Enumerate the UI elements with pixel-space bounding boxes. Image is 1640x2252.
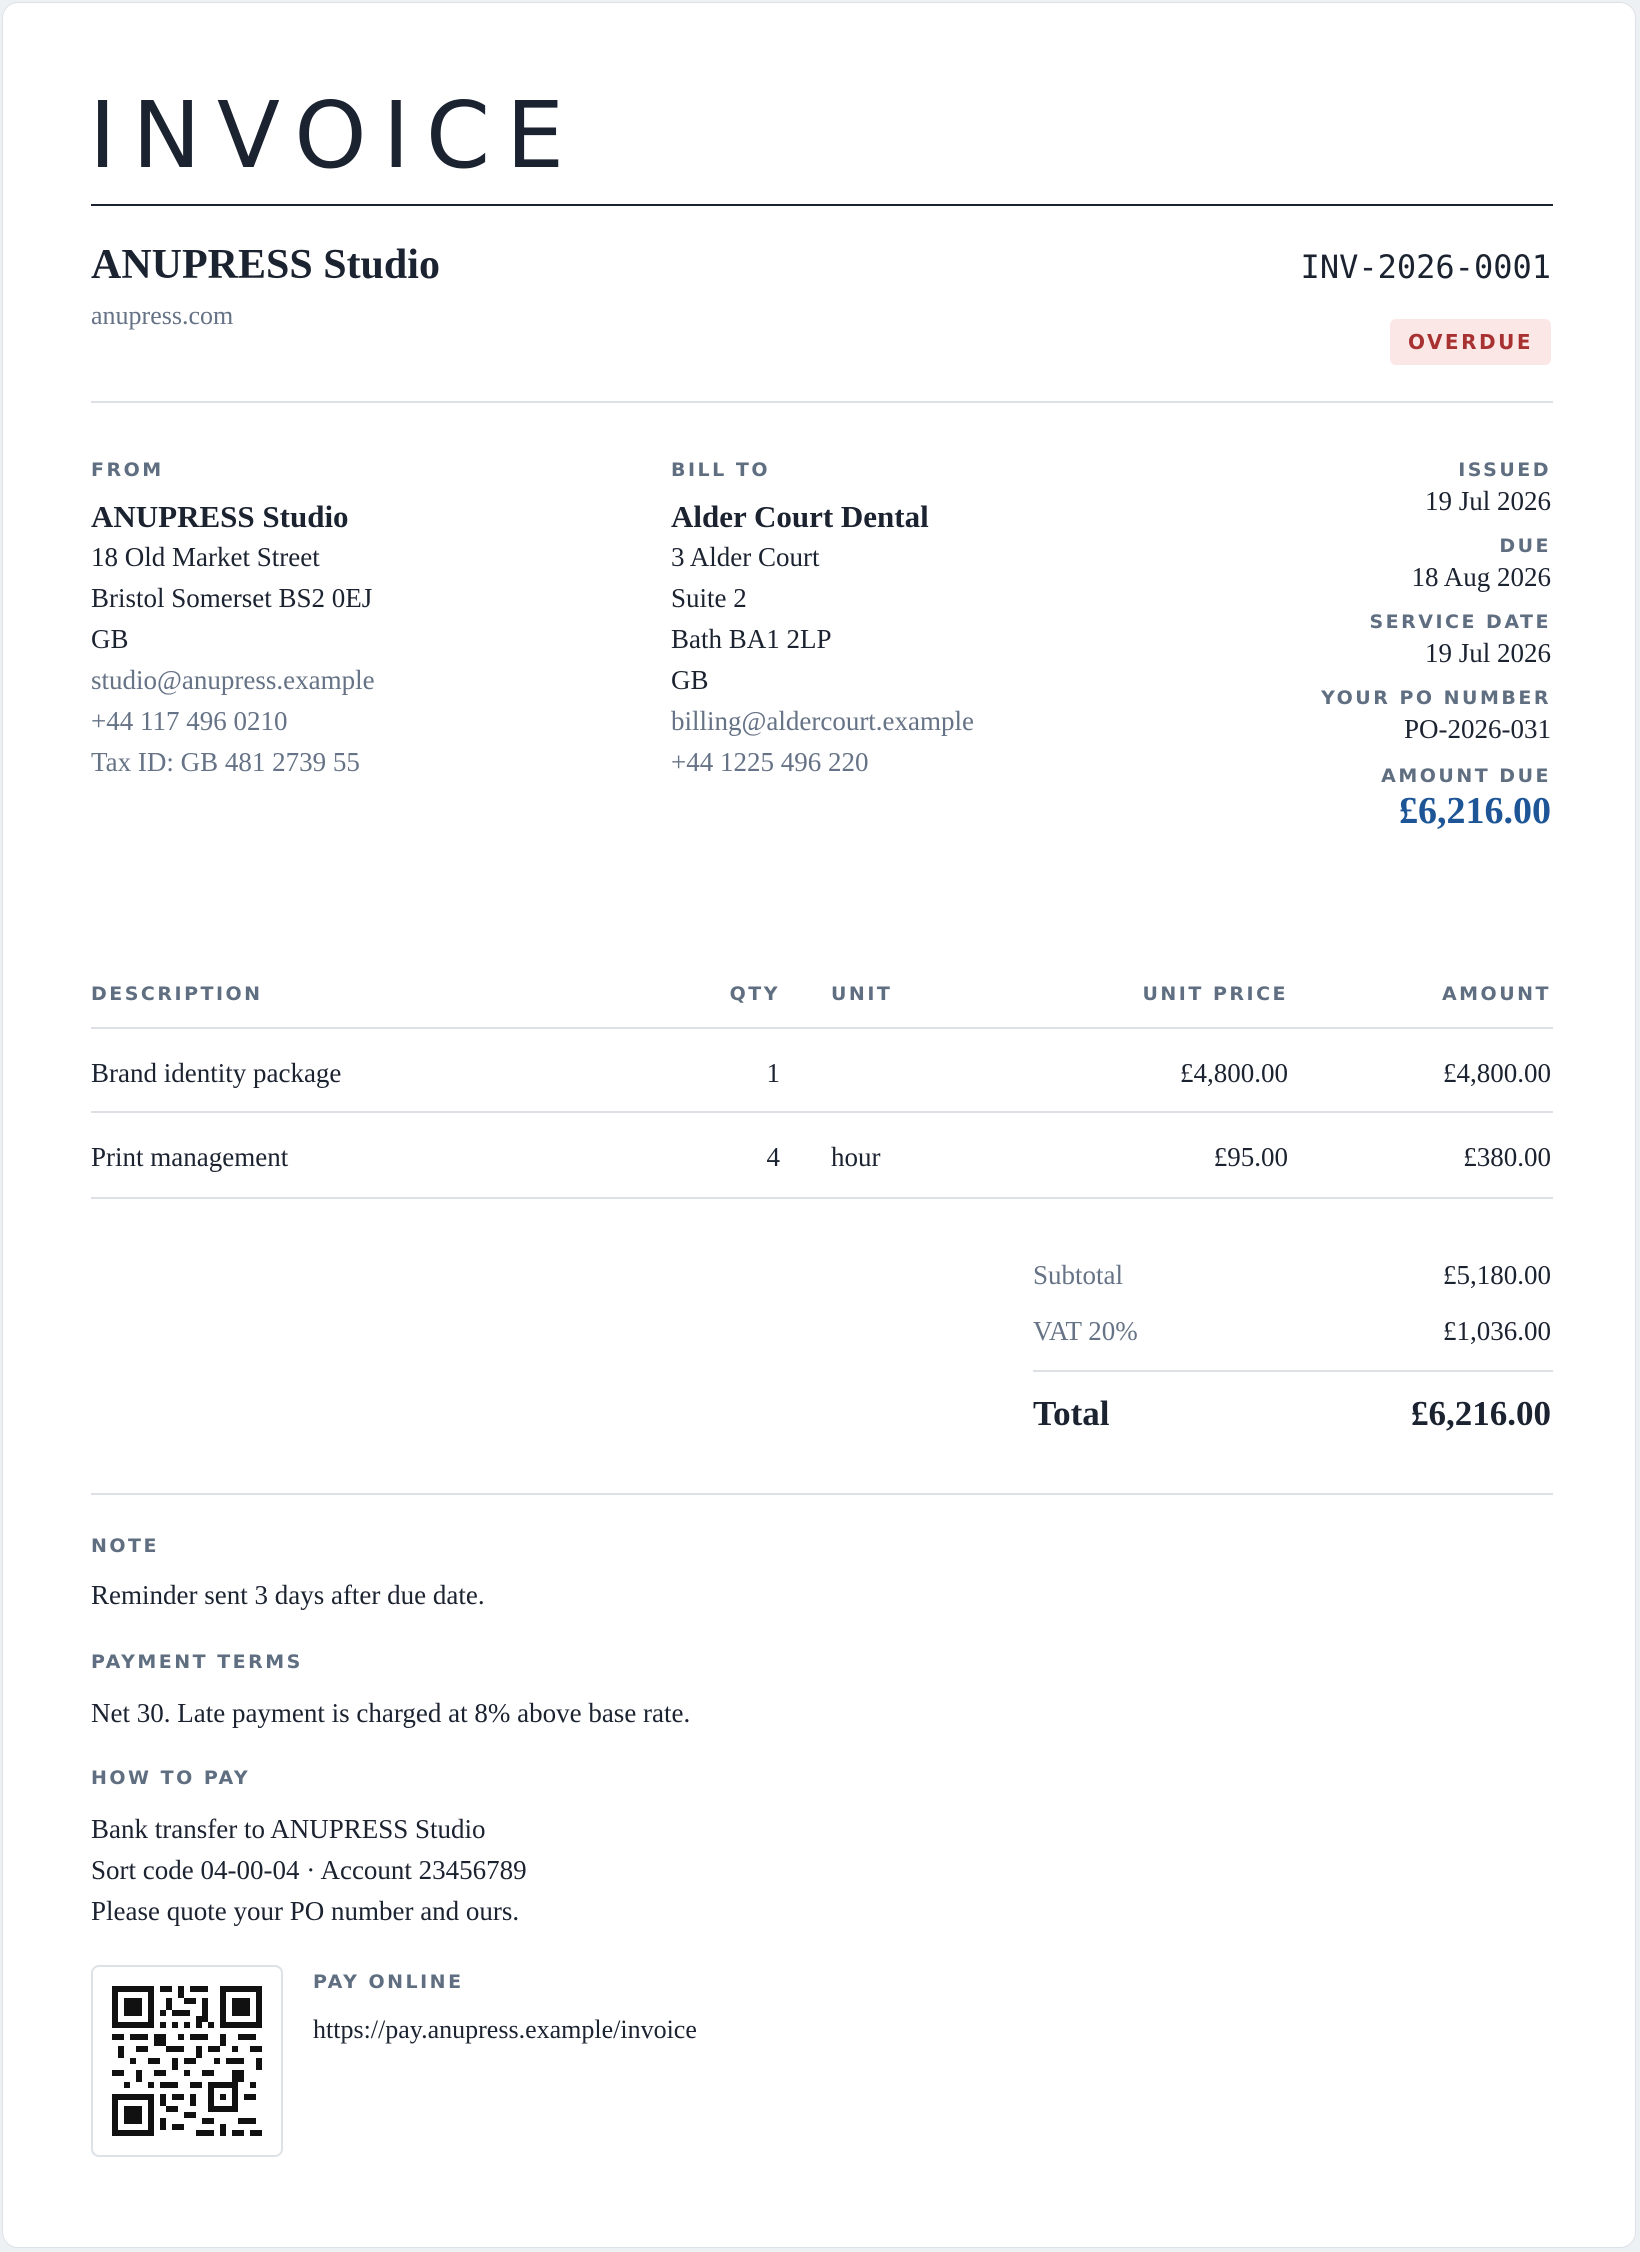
from-address-line: GB xyxy=(91,624,129,654)
how-to-pay-line: Please quote your PO number and ours. xyxy=(91,1896,520,1926)
issued-date: 19 Jul 2026 xyxy=(1424,486,1551,516)
row-unit: hour xyxy=(831,1142,881,1172)
service-date-label: SERVICE DATE xyxy=(1369,611,1551,633)
title-rule xyxy=(91,204,1553,206)
notes-divider xyxy=(91,1493,1553,1495)
bill-to-email[interactable]: billing@aldercourt.example xyxy=(671,706,975,736)
note-text: Reminder sent 3 days after due date. xyxy=(91,1580,485,1610)
status-badge: OVERDUE xyxy=(1390,319,1551,365)
bill-to-label: BILL TO xyxy=(671,459,770,481)
from-address-line: Bristol Somerset BS2 0EJ xyxy=(91,583,373,613)
vat-value: £1,036.00 xyxy=(1443,1316,1551,1346)
bill-to-address-line: 3 Alder Court xyxy=(671,542,820,572)
invoice-number: INV-2026-0001 xyxy=(1300,248,1551,286)
total-label: Total xyxy=(1033,1394,1110,1433)
bill-to-block xyxy=(671,459,974,783)
header-amount: AMOUNT xyxy=(1441,983,1551,1005)
header-unit-price: UNIT PRICE xyxy=(1142,983,1288,1005)
invoice-title: INVOICE xyxy=(89,82,581,189)
header-unit: UNIT xyxy=(831,983,893,1005)
from-name: ANUPRESS Studio xyxy=(91,499,349,534)
bill-to-name: Alder Court Dental xyxy=(671,499,929,534)
header-description: DESCRIPTION xyxy=(91,983,263,1005)
qr-code-box[interactable] xyxy=(91,1965,283,2157)
how-to-pay-line: Sort code 04-00-04 · Account 23456789 xyxy=(91,1855,527,1885)
bill-to-address-line: Bath BA1 2LP xyxy=(671,624,832,654)
subtotal-value: £5,180.00 xyxy=(1443,1260,1551,1290)
qr-code-icon xyxy=(112,1986,262,2136)
how-to-pay-block xyxy=(91,1809,527,1932)
bill-to-phone: +44 1225 496 220 xyxy=(671,747,869,777)
row-unit-price: £4,800.00 xyxy=(1180,1058,1288,1088)
row-description: Print management xyxy=(91,1142,289,1172)
row-description: Brand identity package xyxy=(91,1058,342,1088)
row-divider xyxy=(91,1111,1553,1113)
total-value: £6,216.00 xyxy=(1411,1394,1551,1433)
header-qty: QTY xyxy=(729,983,780,1005)
totals-rule xyxy=(1033,1370,1553,1372)
payment-terms-text: Net 30. Late payment is charged at 8% above base rate. xyxy=(91,1698,691,1728)
amount-due-label: AMOUNT DUE xyxy=(1381,765,1551,787)
row-qty: 4 xyxy=(766,1142,780,1172)
service-date: 19 Jul 2026 xyxy=(1424,638,1551,668)
from-block xyxy=(91,459,375,783)
row-amount: £4,800.00 xyxy=(1443,1058,1551,1088)
from-tax-id: Tax ID: GB 481 2739 55 xyxy=(91,747,360,777)
invoice-page xyxy=(2,2,1636,2248)
issued-label: ISSUED xyxy=(1458,459,1551,481)
from-address-line: 18 Old Market Street xyxy=(91,542,320,572)
row-divider xyxy=(91,1197,1553,1199)
due-label: DUE xyxy=(1499,535,1551,557)
row-amount: £380.00 xyxy=(1463,1142,1551,1172)
how-to-pay-label: HOW TO PAY xyxy=(91,1767,251,1789)
due-date: 18 Aug 2026 xyxy=(1411,562,1551,592)
from-phone: +44 117 496 0210 xyxy=(91,706,288,736)
pay-online-link[interactable]: https://pay.anupress.example/invoice xyxy=(313,2015,697,2044)
note-label: NOTE xyxy=(91,1535,159,1557)
header-divider xyxy=(91,401,1553,403)
payment-terms-label: PAYMENT TERMS xyxy=(91,1651,303,1673)
po-number-label: YOUR PO NUMBER xyxy=(1321,687,1551,709)
company-name: ANUPRESS Studio xyxy=(91,242,440,288)
amount-due: £6,216.00 xyxy=(1399,790,1551,832)
pay-online-label: PAY ONLINE xyxy=(313,1971,464,1993)
subtotal-label: Subtotal xyxy=(1033,1260,1124,1290)
row-unit-price: £95.00 xyxy=(1213,1142,1288,1172)
vat-label: VAT 20% xyxy=(1033,1316,1138,1346)
bill-to-address-line: GB xyxy=(671,665,709,695)
company-website[interactable]: anupress.com xyxy=(91,301,234,330)
table-header-rule xyxy=(91,1027,1553,1029)
from-label: FROM xyxy=(91,459,164,481)
bill-to-address-line: Suite 2 xyxy=(671,583,747,613)
row-qty: 1 xyxy=(766,1058,780,1088)
invoice-meta xyxy=(1131,459,1551,835)
po-number: PO-2026-031 xyxy=(1404,714,1551,744)
how-to-pay-line: Bank transfer to ANUPRESS Studio xyxy=(91,1814,486,1844)
from-email[interactable]: studio@anupress.example xyxy=(91,665,375,695)
